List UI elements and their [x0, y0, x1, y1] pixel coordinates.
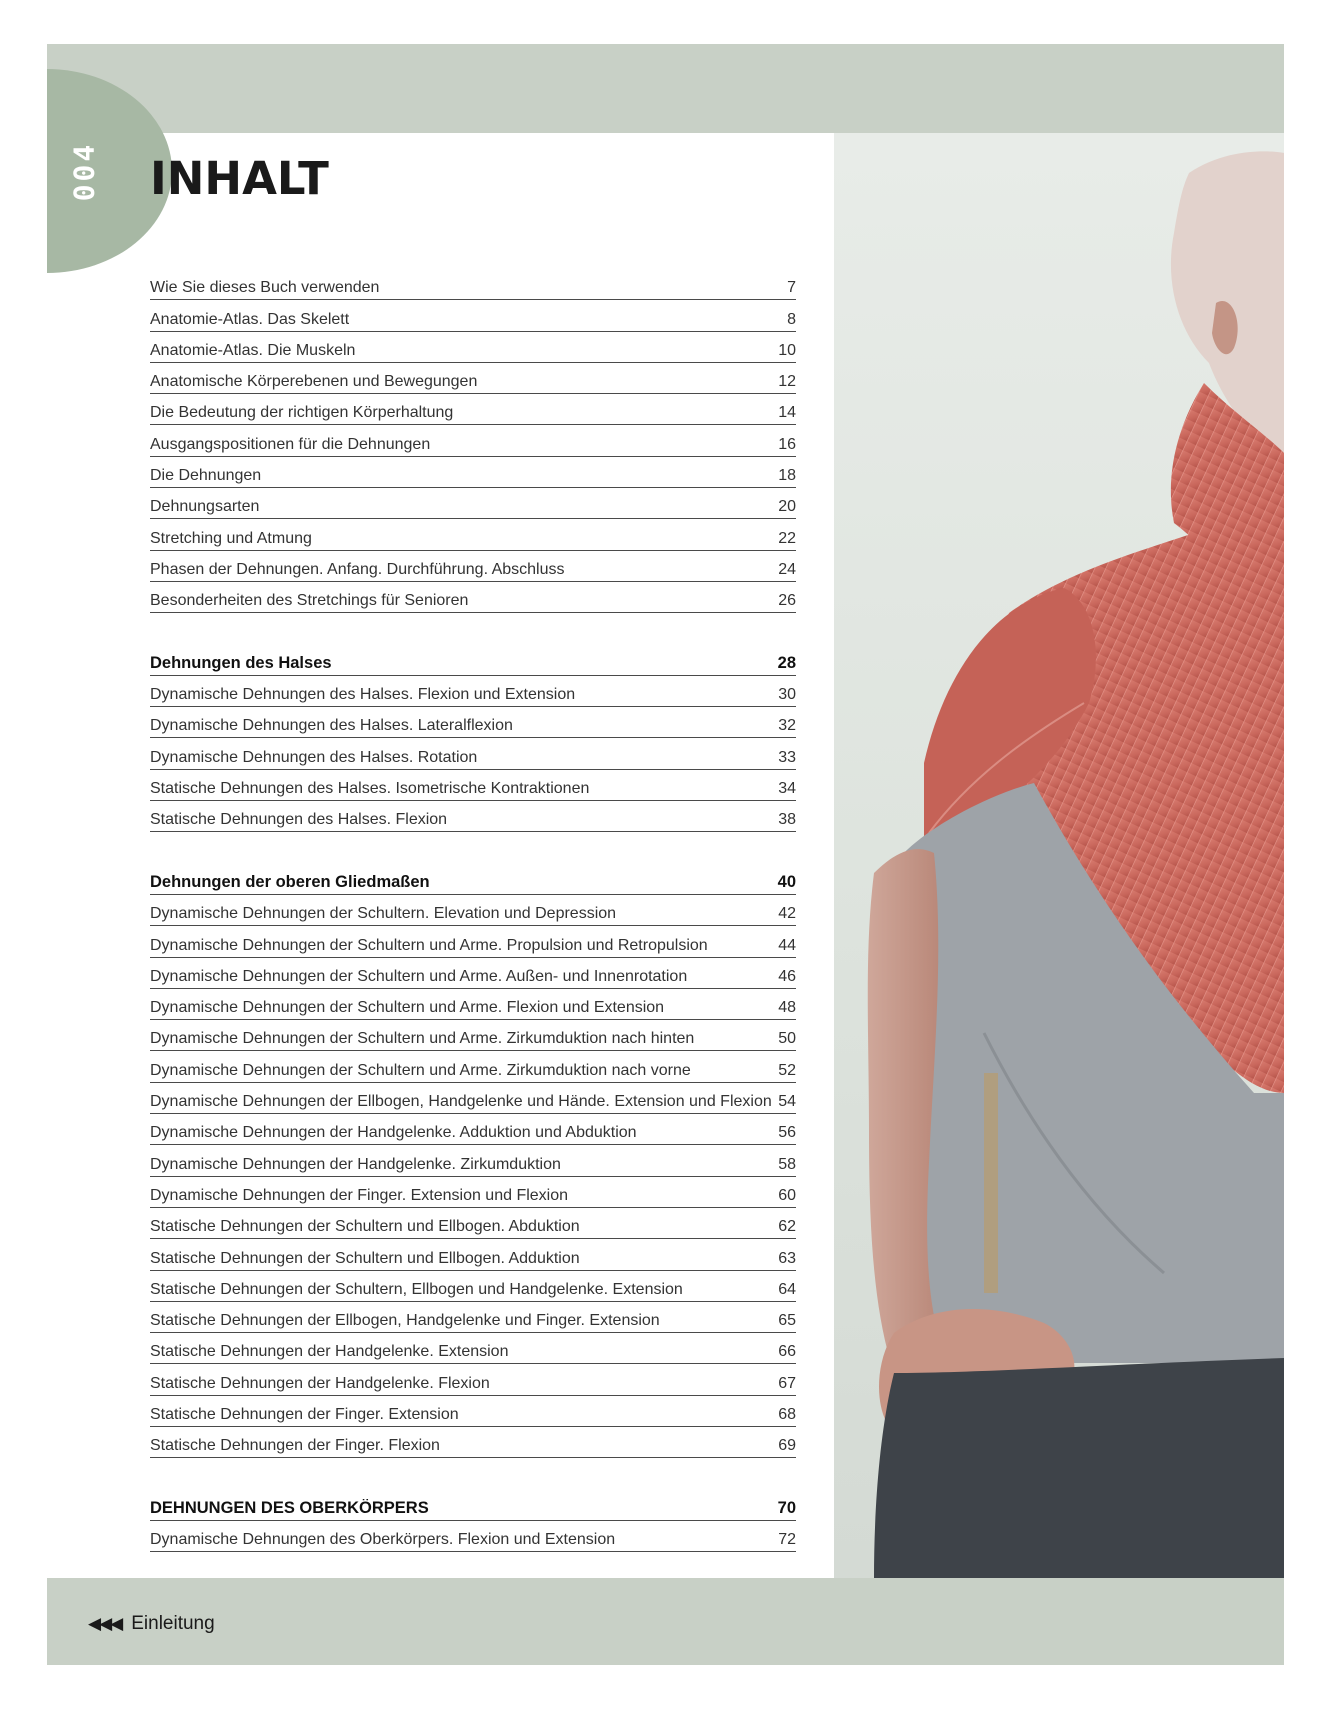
toc-entry-page: 30 [778, 686, 796, 704]
toc-entry-title: Statische Dehnungen der Finger. Flexion [150, 1437, 440, 1455]
header-band [47, 44, 1284, 133]
toc-entry-page: 24 [778, 560, 796, 578]
toc-entry-title: Statische Dehnungen der Schultern und Ellbogen. Adduktion [150, 1249, 580, 1267]
toc-entry-title: Dynamische Dehnungen des Oberkörpers. Flexion und Extension [150, 1531, 616, 1549]
toc-entry-page: 33 [778, 748, 796, 766]
toc-entry[interactable] [150, 1177, 796, 1208]
toc-entry-page: 52 [778, 1061, 796, 1079]
toc-entry[interactable] [150, 1302, 796, 1333]
toc-entry-title: Dynamische Dehnungen der Schultern und Arme. Zirkumduktion nach hinten [150, 1030, 695, 1048]
toc-entry-page: 40 [777, 872, 796, 891]
toc-entry-title: Dynamische Dehnungen der Schultern und Arme. Propulsion und Retropulsion [150, 936, 708, 954]
toc-entry-title: Dynamische Dehnungen des Halses. Rotation [150, 748, 478, 766]
toc-entry[interactable] [150, 989, 796, 1020]
toc-entry-title: Ausgangspositionen für die Dehnungen [150, 435, 431, 453]
toc-entry-title: Statische Dehnungen des Halses. Flexion [150, 811, 448, 829]
section-gap [150, 832, 796, 863]
toc-entry[interactable] [150, 269, 796, 300]
toc-entry-page: 32 [778, 717, 796, 735]
toc-entry-page: 26 [778, 592, 796, 610]
toc-entry[interactable] [150, 1083, 796, 1114]
toc-entry[interactable] [150, 1145, 796, 1176]
toc-entry-title: Dynamische Dehnungen des Halses. Flexion und Extension [150, 686, 576, 704]
toc-entry[interactable] [150, 1020, 796, 1051]
toc-entry[interactable] [150, 1271, 796, 1302]
section-gap [150, 613, 796, 644]
toc-entry[interactable] [150, 926, 796, 957]
toc-entry-page: 63 [778, 1249, 796, 1267]
toc-entry-title: Phasen der Dehnungen. Anfang. Durchführung. Abschluss [150, 560, 565, 578]
page-title: INHALT [150, 152, 329, 205]
toc-entry-title: Statische Dehnungen der Schultern und Ellbogen. Abduktion [150, 1218, 580, 1236]
toc-entry[interactable] [150, 582, 796, 613]
toc-entry-page: 64 [778, 1280, 796, 1298]
toc-entry-title: Statische Dehnungen der Ellbogen, Handgelenke und Finger. Extension [150, 1312, 660, 1330]
toc-entry[interactable] [150, 1396, 796, 1427]
anatomy-figure [834, 133, 1284, 1578]
toc-entry-page: 42 [778, 905, 796, 923]
toc-entry-title: Dynamische Dehnungen der Schultern. Elevation und Depression [150, 905, 617, 923]
toc-entry[interactable] [150, 676, 796, 707]
toc-entry-title: Dynamische Dehnungen der Finger. Extension und Flexion [150, 1186, 569, 1204]
toc-entry[interactable] [150, 1114, 796, 1145]
toc-entry-page: 14 [778, 404, 796, 422]
toc-entry-title: Statische Dehnungen der Handgelenke. Flexion [150, 1374, 490, 1392]
toc-entry-page: 7 [787, 279, 796, 297]
toc-entry-page: 60 [778, 1186, 796, 1204]
toc-entry-title: Besonderheiten des Stretchings für Senioren [150, 592, 469, 610]
toc-entry[interactable] [150, 958, 796, 989]
toc-entry-title: Dynamische Dehnungen der Schultern und Arme. Zirkumduktion nach vorne [150, 1061, 691, 1079]
chapter-label: Einleitung [131, 1613, 215, 1634]
toc-entry-title: Dynamische Dehnungen des Halses. Lateralflexion [150, 717, 513, 735]
toc-entry[interactable] [150, 707, 796, 738]
toc-entry-title: Statische Dehnungen der Finger. Extension [150, 1405, 459, 1423]
toc-entry-page: 22 [778, 529, 796, 547]
toc-entry-title: Dehnungsarten [150, 498, 260, 516]
toc-entry-page: 12 [778, 373, 796, 391]
toc-entry-page: 65 [778, 1312, 796, 1330]
toc-entry-title: Dehnungen des Halses [150, 653, 332, 672]
toc-entry-page: 58 [778, 1155, 796, 1173]
book-page [47, 44, 1284, 1665]
toc-entry-title: Dynamische Dehnungen der Schultern und Arme. Außen- und Innenrotation [150, 967, 688, 985]
toc-entry-title: Dynamische Dehnungen der Handgelenke. Zirkumduktion [150, 1155, 561, 1173]
toc-entry-page: 72 [778, 1531, 796, 1549]
toc-entry-page: 44 [778, 936, 796, 954]
toc-entry-page: 69 [778, 1437, 796, 1455]
toc-entry[interactable] [150, 394, 796, 425]
toc-entry-page: 68 [778, 1405, 796, 1423]
toc-entry-page: 8 [787, 310, 796, 328]
toc-entry-page: 16 [778, 435, 796, 453]
toc-entry[interactable] [150, 332, 796, 363]
toc-entry-title: Die Bedeutung der richtigen Körperhaltung [150, 404, 454, 422]
toc-entry-page: 46 [778, 967, 796, 985]
page-number-label: 004 [67, 141, 101, 202]
toc-entry-title: Statische Dehnungen des Halses. Isometrische Kontraktionen [150, 780, 590, 798]
toc-entry-page: 50 [778, 1030, 796, 1048]
toc-entry-page: 54 [778, 1093, 796, 1111]
toc-entry-title: Wie Sie dieses Buch verwenden [150, 279, 380, 297]
toc-entry[interactable] [150, 1239, 796, 1270]
toc-entry-title: DEHNUNGEN DES OBERKÖRPERS [150, 1498, 429, 1517]
toc-entry[interactable] [150, 1521, 796, 1552]
toc-entry[interactable] [150, 551, 796, 582]
footer-band [47, 1578, 1284, 1665]
toc-entry[interactable] [150, 1364, 796, 1395]
toc-entry[interactable] [150, 895, 796, 926]
toc-entry-title: Statische Dehnungen der Schultern, Ellbogen und Handgelenke. Extension [150, 1280, 683, 1298]
toc-entry-page: 66 [778, 1343, 796, 1361]
toc-entry-page: 56 [778, 1124, 796, 1142]
section-gap [150, 1458, 796, 1489]
toc-entry-page: 34 [778, 780, 796, 798]
toc-entry-title: Anatomische Körperebenen und Bewegungen [150, 373, 478, 391]
toc-entry[interactable] [150, 770, 796, 801]
back-arrows-icon: ◀◀◀ [88, 1614, 122, 1633]
toc-entry-page: 62 [778, 1218, 796, 1236]
toc-entry-page: 70 [777, 1498, 796, 1517]
toc-entry[interactable] [150, 363, 796, 394]
toc-entry-title: Dynamische Dehnungen der Schultern und Arme. Flexion und Extension [150, 999, 665, 1017]
toc-entry[interactable] [150, 801, 796, 832]
toc-entry[interactable] [150, 488, 796, 519]
toc-entry[interactable] [150, 300, 796, 331]
table-of-contents [150, 269, 796, 1552]
toc-entry-page: 67 [778, 1374, 796, 1392]
anatomy-illustration [834, 133, 1284, 1578]
toc-entry[interactable] [150, 738, 796, 769]
toc-entry-title: Dehnungen der oberen Gliedmaßen [150, 872, 430, 891]
toc-entry[interactable] [150, 519, 796, 550]
toc-entry[interactable] [150, 1333, 796, 1364]
toc-entry-page: 10 [778, 341, 796, 359]
toc-entry-page: 20 [778, 498, 796, 516]
toc-section-heading[interactable] [150, 1490, 796, 1521]
toc-entry-page: 18 [778, 467, 796, 485]
toc-entry[interactable] [150, 1051, 796, 1082]
toc-entry[interactable] [150, 457, 796, 488]
toc-entry-title: Statische Dehnungen der Handgelenke. Extension [150, 1343, 509, 1361]
toc-entry[interactable] [150, 1427, 796, 1458]
toc-entry-title: Die Dehnungen [150, 467, 262, 485]
toc-entry-page: 28 [777, 653, 796, 672]
toc-entry-title: Dynamische Dehnungen der Ellbogen, Handgelenke und Hände. Extension und Flexion [150, 1093, 772, 1111]
toc-section-heading[interactable] [150, 645, 796, 676]
toc-entry-title: Dynamische Dehnungen der Handgelenke. Adduktion und Abduktion [150, 1124, 637, 1142]
chapter-nav[interactable] [88, 1613, 215, 1635]
toc-section-heading[interactable] [150, 864, 796, 895]
toc-entry-title: Anatomie-Atlas. Die Muskeln [150, 341, 356, 359]
toc-entry-page: 38 [778, 811, 796, 829]
toc-entry-title: Stretching und Atmung [150, 529, 312, 547]
toc-entry-title: Anatomie-Atlas. Das Skelett [150, 310, 350, 328]
toc-entry[interactable] [150, 1208, 796, 1239]
toc-entry-page: 48 [778, 999, 796, 1017]
toc-entry[interactable] [150, 425, 796, 456]
